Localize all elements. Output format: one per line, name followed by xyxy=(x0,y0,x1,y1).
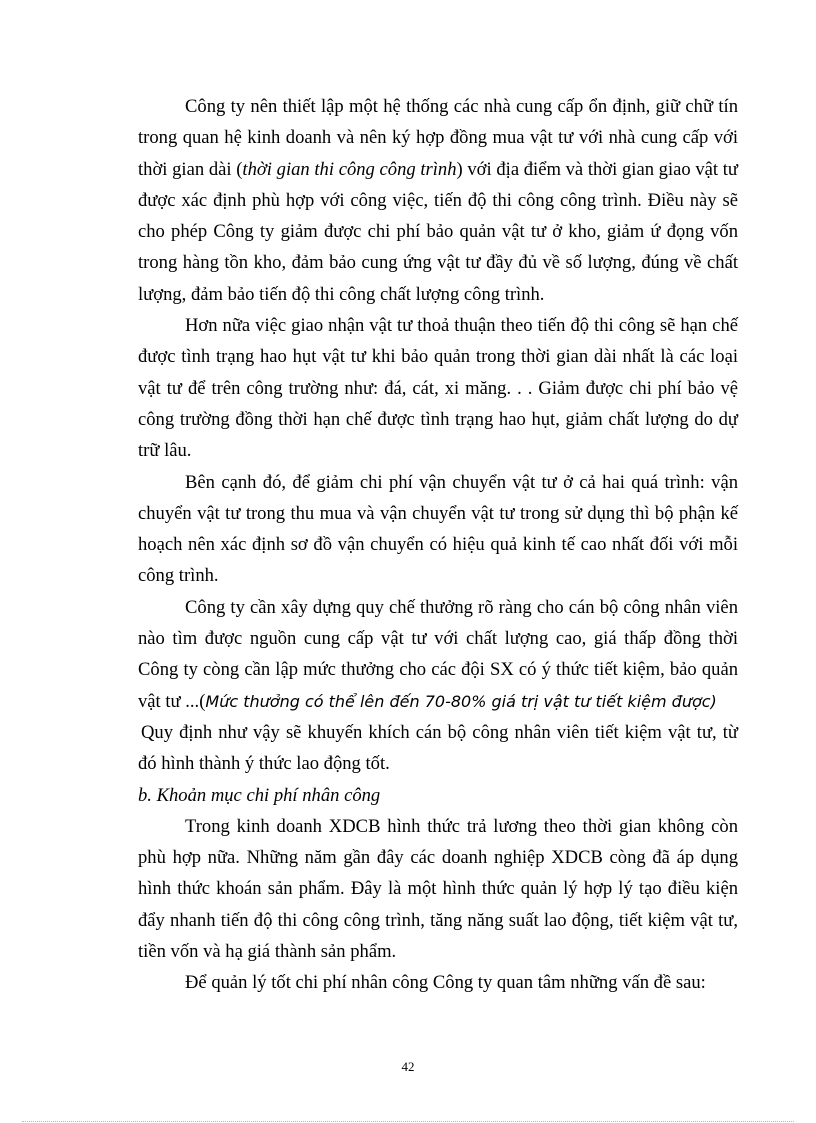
paragraph-bonus-text: Công ty cần xây dựng quy chế thưởng rõ ràng cho cán bộ công nhân viên nào tìm được nguồn cung cấp vật tư với chất lượng cao, giá thấp đồng thời Công ty còng cần lập mức thưởng cho các đội SX có ý thức tiết kiệm, bảo quản vật tư ...( xyxy=(138,596,738,712)
page-bottom-divider xyxy=(22,1121,794,1122)
paragraph-delivery-schedule: Hơn nữa việc giao nhận vật tư thoả thuận theo tiến độ thi công sẽ hạn chế được tình trạng hao hụt vật tư khi bảo quản trong thời gian dài nhất là các loại vật tư để trên công trường như: đá, cát, xi măng. . . Giảm được chi phí bảo vệ công trường đồng thời hạn chế được tình trạng hao hụt, giảm chất lượng do dự trữ lâu. xyxy=(138,315,738,462)
paragraph-labor-management: Để quản lý tốt chi phí nhân công Công ty quan tâm những vấn đề sau: xyxy=(185,972,706,994)
paragraph-transport-cost: Bên cạnh đó, để giảm chi phí vận chuyển vật tư ở cả hai quá trình: vận chuyển vật tư trong thu mua và vận chuyển vật tư trong sử dụng thì bộ phận kế hoạch nên xác định sơ đồ vận chuyển có hiệu quả kinh tế cao nhất đối với mỗi công trình. xyxy=(138,471,738,587)
paragraph-supplier-italic-note: thời gian thi công công trình xyxy=(242,158,457,180)
paragraph-supplier-text-start: Công ty nên thiết lập một hệ thống các nhà cung cấp ổn định, giữ chữ tín trong quan hệ kinh doanh và nên ký hợp đồng mua vật tư với nhà cung cấp với thời gian dài ( xyxy=(138,96,738,180)
paragraph-bonus-italic-note: Mức thưởng có thể lên đến 70-80% giá trị vật tư tiết kiệm được) xyxy=(205,691,717,711)
paragraph-bonus-policy xyxy=(138,592,738,717)
paragraph-supplier-text-end: ) với địa điểm và thời gian giao vật tư được xác định phù hợp với công việc, tiến độ thi công công trình. Điều này sẽ cho phép Công ty giảm được chi phí bảo quản vật tư ở kho, giảm ứ đọng vốn trong hàng tồn kho, đảm bảo cung ứng vật tư đầy đủ về số lượng, đúng về chất lượng, đảm bảo tiến độ thi công chất lượng công trình. xyxy=(138,158,739,305)
paragraph-supplier-relations xyxy=(138,91,738,310)
paragraph-regulation: Quy định như vậy sẽ khuyến khích cán bộ công nhân viên tiết kiệm vật tư, từ đó hình thành ý thức lao động tốt. xyxy=(138,721,738,775)
document-body xyxy=(138,91,738,999)
page-number: 42 xyxy=(401,1059,415,1074)
paragraph-piece-rate: Trong kinh doanh XDCB hình thức trả lương theo thời gian không còn phù hợp nữa. Những năm gần đây các doanh nghiệp XDCB còng đã áp dụng hình thức khoán sản phẩm. Đây là một hình thức quản lý hợp lý tạo điều kiện đẩy nhanh tiến độ thi công công trình, tăng năng suất lao động, tiết kiệm vật tư, tiền vốn và hạ giá thành sản phẩm. xyxy=(138,815,738,963)
section-heading-labor-cost: b. Khoản mục chi phí nhân công xyxy=(138,784,381,806)
